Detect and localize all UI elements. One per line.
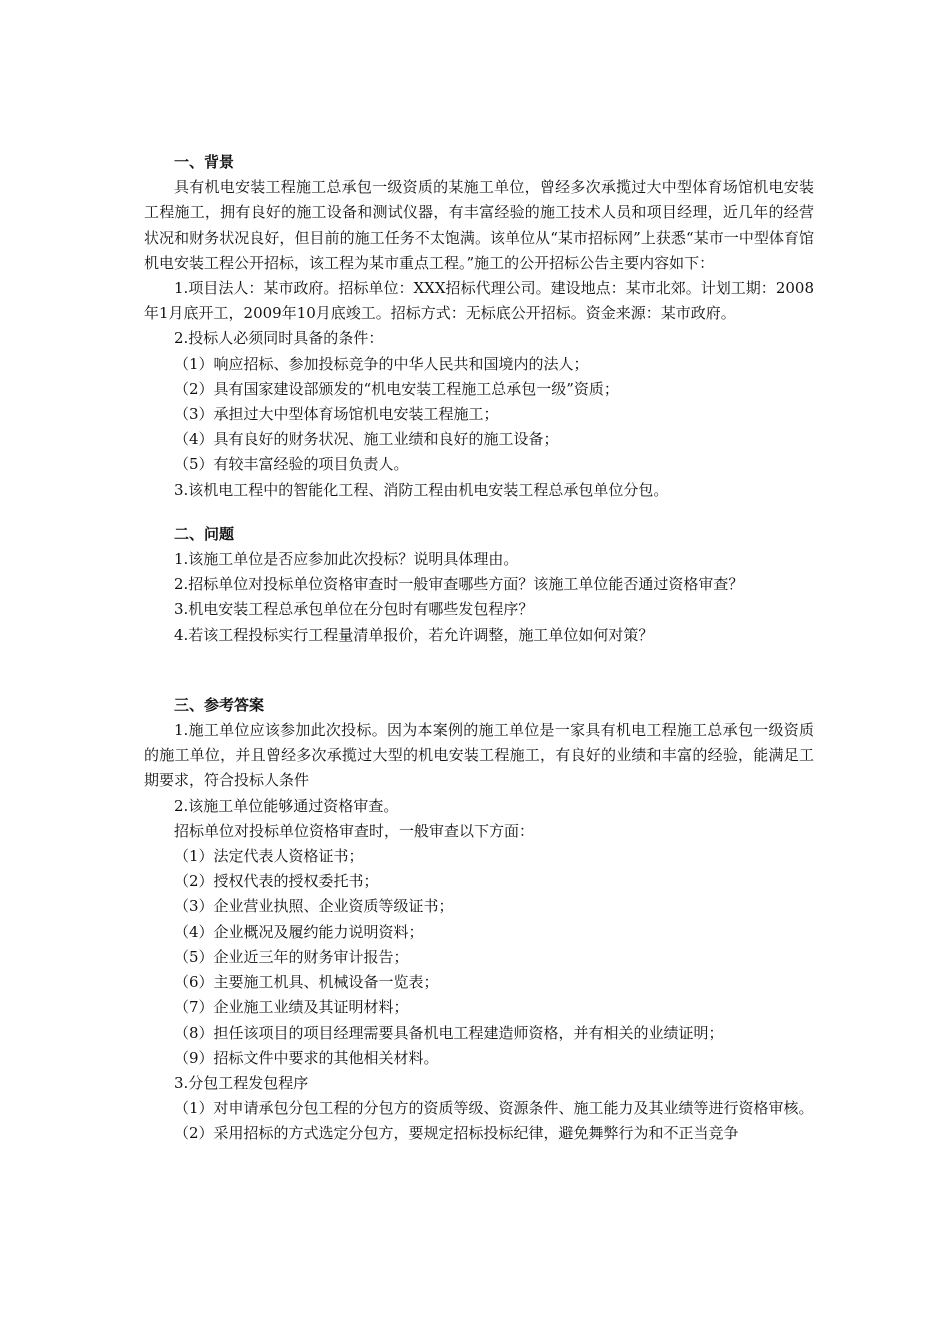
review-item: （9）招标文件中要求的其他相关材料。 [174,1048,439,1067]
document-page [144,150,814,1147]
section-heading-background: 一、背景 [174,153,235,171]
background-item-2: 2.投标人必须同时具备的条件： [174,329,384,348]
section-heading-questions: 二、问题 [174,524,235,543]
answer-2: 2.该施工单位能够通过资格审查。 [174,796,399,815]
background-item-3: 3.该机电工程中的智能化工程、消防工程由机电安装工程总承包单位分包。 [174,480,669,499]
review-item: （6）主要施工机具、机械设备一览表； [174,973,439,992]
review-item: （3）企业营业执照、企业资质等级证书； [174,897,454,916]
answer-3: 3.分包工程发包程序 [174,1073,309,1092]
spacer [144,648,814,693]
condition-item: （4）具有良好的财务状况、施工业绩和良好的施工设备； [174,430,559,449]
answer-1: 1.施工单位应该参加此次投标。因为本案例的施工单位是一家具有机电工程施工总承包一级资质的施工单位，并且曾经多次承揽过大型的机电安装工程施工，有良好的业绩和丰富的经验，能满足工期要求，符合投标人条件 [144,721,814,790]
condition-item: （3）承担过大中型体育场馆机电安装工程施工； [174,405,499,424]
review-item: （8）担任该项目的项目经理需要具备机电工程建造师资格，并有相关的业绩证明； [174,1023,724,1042]
condition-item: （5）有较丰富经验的项目负责人。 [174,455,409,474]
review-item: （7）企业施工业绩及其证明材料； [174,998,409,1017]
review-item: （4）企业概况及履约能力说明资料； [174,922,424,941]
background-intro: 具有机电安装工程施工总承包一级资质的某施工单位，曾经多次承揽过大中型体育场馆机电安装工程施工，拥有良好的施工设备和测试仪器，有丰富经验的施工技术人员和项目经理，近几年的经营状况和财务状况良好，但目前的施工任务不太饱满。该单位从“某市招标网”上获悉“某市一中型体育馆机电安装工程公开招标，该工程为某市重点工程。”施工的公开招标公告主要内容如下： [144,178,814,272]
condition-item: （1）响应招标、参加投标竞争的中华人民共和国境内的法人； [174,354,589,373]
review-item: （5）企业近三年的财务审计报告； [174,947,409,966]
background-item-1: 1.项目法人：某市政府。招标单位：XXX招标代理公司。建设地点：某市北郊。计划工期：2008年1月底开工，2009年10月底竣工。招标方式：无标底公开招标。资金来源：某市政府。 [144,279,814,323]
question-item: 1.该施工单位是否应参加此次投标？说明具体理由。 [174,550,519,569]
question-item: 3.机电安装工程总承包单位在分包时有哪些发包程序？ [174,600,534,619]
answer-2-intro: 招标单位对投标单位资格审查时，一般审查以下方面： [174,821,535,840]
review-item: （1）法定代表人资格证书； [174,847,364,866]
question-item: 2.招标单位对投标单位资格审查时一般审查哪些方面？该施工单位能否通过资格审查？ [174,575,744,594]
section-heading-answers: 三、参考答案 [174,695,265,714]
condition-item: （2）具有国家建设部颁发的“机电安装工程施工总承包一级”资质； [174,379,619,398]
spacer [144,503,814,522]
question-item: 4.若该工程投标实行工程量清单报价，若允许调整，施工单位如何对策？ [174,625,654,644]
procedure-item: （1）对申请承包分包工程的分包方的资质等级、资源条件、施工能力及其业绩等进行资格审核。 [174,1099,814,1118]
review-item: （2）授权代表的授权委托书； [174,872,379,891]
procedure-item: （2）采用招标的方式选定分包方，要规定招标投标纪律，避免舞弊行为和不正当竞争 [174,1124,739,1143]
